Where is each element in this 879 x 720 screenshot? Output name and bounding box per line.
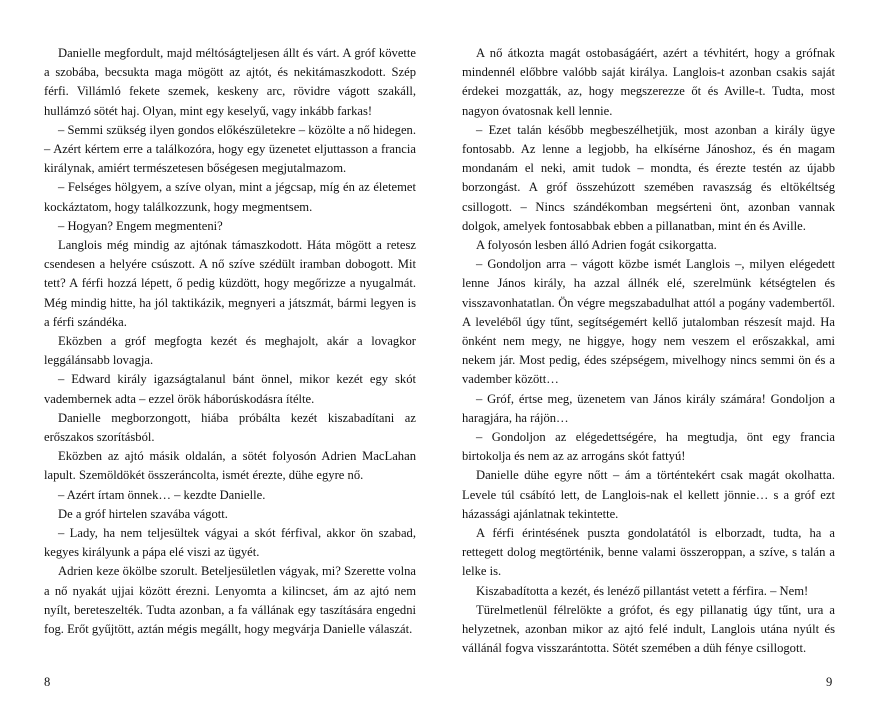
paragraph: A folyosón lesben álló Adrien fogát csikorgatta.: [476, 238, 717, 253]
left-page-text: [44, 44, 416, 639]
paragraph: A férfi érintésének puszta gondolatától is elborzadt, tudta, ha a rettegett dolog megtörténik, benne valami összeroppan, a szíve, s talán a lelke is.: [462, 526, 835, 579]
paragraph: – Felséges hölgyem, a szíve olyan, mint a jégcsap, míg én az életemet kockáztatom, hogy találkozzunk, hogy megmentsem.: [44, 180, 416, 214]
paragraph: – Gróf, értse meg, üzenetem van János király számára! Gondoljon a haragjára, ha rájön…: [462, 391, 835, 425]
paragraph: Danielle megborzongott, hiába próbálta kezét kiszabadítani az erőszakos szorításból.: [44, 410, 416, 445]
paragraph: Danielle megfordult, majd méltóságteljesen állt és várt. A gróf követte a szobába, becsukta maga mögött az ajtót, és nekitámaszkodott. Szép férfi. Villámló fekete szemek, keskeny arc, rövidre vágott szakáll, hullámzó sötét haj. Olyan, mint egy keselyű, vagy inkább farkas!: [44, 46, 416, 118]
paragraph: Eközben a gróf megfogta kezét és meghajolt, akár a lovagkor leggálánsabb lovagja.: [44, 334, 416, 368]
paragraph: A nő átkozta magát ostobaságáért, azért a tévhitért, hogy a grófnak mindennél előbbre valóbb saját királya. Langlois-t azonban csakis saját érdekei mozgatták, az, hogy megszerezze őt és Aville-t. Tudta, most nagyon óvatosnak kell lennie.: [462, 46, 835, 118]
paragraph: Langlois még mindig az ajtónak támaszkodott. Háta mögött a retesz csendesen a helyére csúszott. A nő szíve szédült iramban dobogott. Mit tett? A férfi hozzá lépett, ő pedig küzdött, hogy megőrizze a nyugalmát. Még mindig hitte, ha jól taktikázik, megnyeri a játszmát, bármi legyen is a férfi szándéka.: [44, 238, 416, 329]
right-page: [440, 0, 879, 720]
paragraph: – Gondoljon arra – vágott közbe ismét Langlois –, milyen elégedett lenne János király, ha azzal állnék elé, szerelmünk kétségtelen és visszavonhatatlan. Ön végre megszabadulhat attól a pogány vadembertől. A leveléből úgy tűnt, segítségemért kellő jutalomban részesít majd. Ha önként nem megy, ne higgye, hogy nem veszem el erőszakkal, ami nekem jár. Most pedig, édes szépségem, mivelhogy nincs semmi ön és a vadember között…: [462, 257, 835, 387]
paragraph: Adrien keze ökölbe szorult. Beteljesületlen vágyak, mi? Szerette volna a nő nyakát ujjai között érezni. Lenyomta a kilincset, ám az ajtó nem nyílt, bereteszelték. Tudta azonban, a fa vállának egy taszítására engedni fog. Erőt gyűjtött, aztán mégis megállt, hogy megvárja Danielle válaszát.: [44, 564, 416, 637]
paragraph: – Edward király igazságtalanul bánt önnel, mikor kezét egy skót vadembernek adta – ezzel örök háborúskodásra ítélte.: [44, 372, 416, 406]
page-number-left: 8: [44, 675, 51, 689]
paragraph: De a gróf hirtelen szavába vágott.: [58, 506, 228, 521]
paragraph: – Azért írtam önnek… – kezdte Danielle.: [58, 487, 266, 502]
paragraph: Kiszabadította a kezét, és lenéző pillantást vetett a férfira. – Nem!: [476, 583, 809, 598]
paragraph: Türelmetlenül félrelökte a grófot, és egy pillanatig úgy tűnt, ura a helyzetnek, azonban mikor az ajtó felé indult, Langlois utána nyúlt és vállánál fogva visszarántotta. Sötét szemében a düh fénye csillogott.: [462, 602, 835, 656]
right-page-text: [462, 44, 835, 659]
paragraph: – Hogyan? Engem megmenteni?: [58, 218, 223, 233]
paragraph: – Lady, ha nem teljesültek vágyai a skót férfival, akkor ön szabad, kegyes királyunk a pápa elé viszi az ügyét.: [44, 526, 416, 560]
page-number-right: 9: [826, 675, 833, 689]
paragraph: Danielle dühe egyre nőtt – ám a történtekért csak magát okolhatta. Levele túl csábító lett, de Langlois-nak el kellett jönnie… s a gróf ezt házassági ajánlatnak tekintette.: [462, 468, 835, 521]
paragraph: Eközben az ajtó másik oldalán, a sötét folyosón Adrien MacLahan lapult. Szemöldökét összeráncolta, ismét érezte, dühe egyre nő.: [44, 449, 416, 483]
paragraph: – Ezet talán később megbeszélhetjük, most azonban a király ügye fontosabb. Az lenne a legjobb, ha elkísérne Jánoshoz, és én magam mondanám el neki, amit tudok – mondta, és érezte testén az újabb borzongást. A gróf összehúzott szemében ravaszság és eltökéltség csillogott. – Nincs szándékomban megsérteni önt, azonban vannak dolgok, amelyek fontosabbak ebben a pillanatban, mint én és Aville.: [462, 122, 835, 233]
paragraph: – Gondoljon az elégedettségére, ha megtudja, önt egy francia birtokolja és nem az az arrogáns skót fattyú!: [462, 430, 835, 464]
paragraph: – Semmi szükség ilyen gondos előkészületekre – közölte a nő hidegen. – Azért kértem erre a találkozóra, hogy egy üzenetet eljuttasson a francia királynak, amiért természetesen bőségesen megjutalmazom.: [44, 122, 416, 176]
